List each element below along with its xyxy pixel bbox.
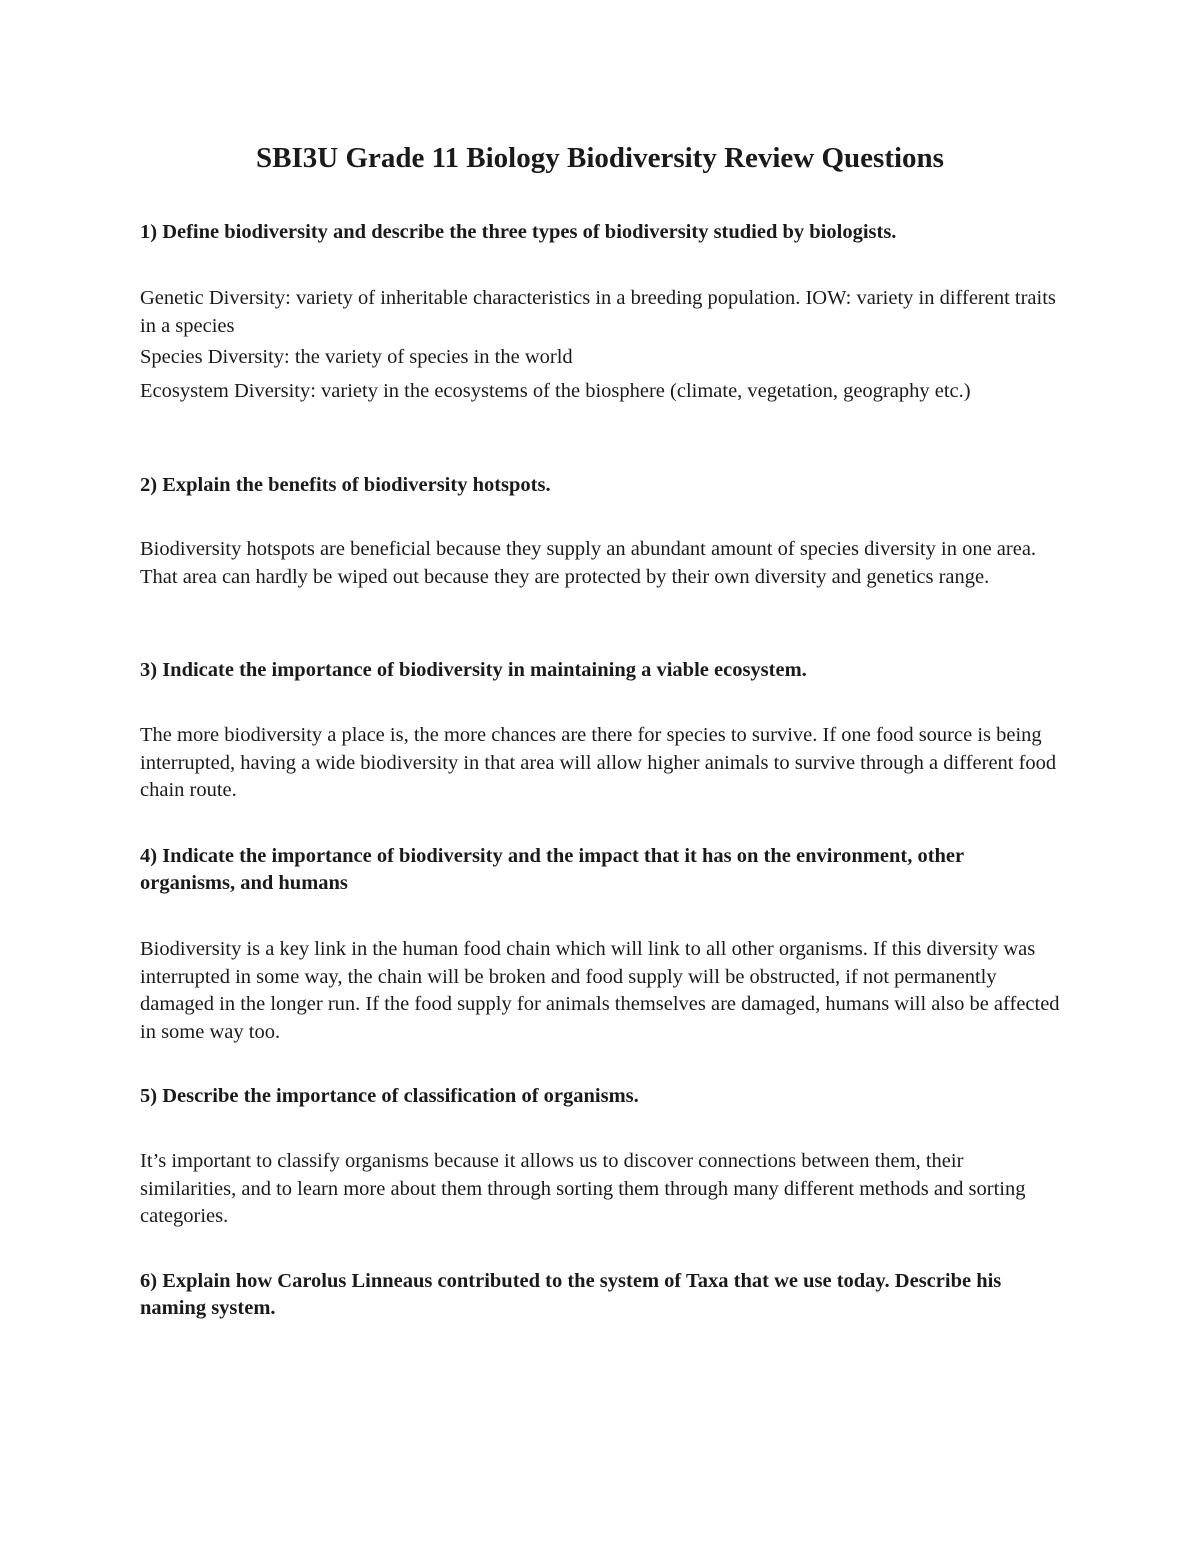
answer-5: It’s important to classify organisms because it allows us to discover connections between them, their similarities, and to learn more about them through sorting them through many different methods and sorting categories. — [140, 1150, 1026, 1227]
question-5: 5) Describe the importance of classification of organisms. — [140, 1085, 639, 1107]
question-2: 2) Explain the benefits of biodiversity hotspots. — [140, 474, 551, 496]
question-3: 3) Indicate the importance of biodiversity in maintaining a viable ecosystem. — [140, 659, 807, 681]
answer-1-genetic-diversity: Genetic Diversity: variety of inheritable characteristics in a breeding population. IOW: variety in different traits in a species — [140, 287, 1056, 337]
answer-1-ecosystem-diversity: Ecosystem Diversity: variety in the ecosystems of the biosphere (climate, vegetation, geography etc.) — [140, 380, 971, 402]
answer-3: The more biodiversity a place is, the more chances are there for species to survive. If one food source is being interrupted, having a wide biodiversity in that area will allow higher animals to survive through a different food chain route. — [140, 724, 1057, 801]
answer-1-species-diversity: Species Diversity: the variety of species in the world — [140, 346, 573, 368]
question-4: 4) Indicate the importance of biodiversity and the impact that it has on the environment, other organisms, and humans — [140, 845, 964, 894]
answer-4: Biodiversity is a key link in the human food chain which will link to all other organisms. If this diversity was interrupted in some way, the chain will be broken and food supply will be obstructed, if not permanently damaged in the longer run. If the food supply for animals themselves are damaged, humans will also be affected in some way too. — [140, 938, 1060, 1043]
answer-2: Biodiversity hotspots are beneficial because they supply an abundant amount of species diversity in one area. That area can hardly be wiped out because they are protected by their own diversity and genetics range. — [140, 538, 1037, 588]
document-page — [140, 0, 1060, 1553]
question-6: 6) Explain how Carolus Linneaus contributed to the system of Taxa that we use today. Describe his naming system. — [140, 1270, 1002, 1319]
question-1: 1) Define biodiversity and describe the three types of biodiversity studied by biologists. — [140, 221, 897, 243]
document-title: SBI3U Grade 11 Biology Biodiversity Review Questions — [256, 142, 944, 174]
